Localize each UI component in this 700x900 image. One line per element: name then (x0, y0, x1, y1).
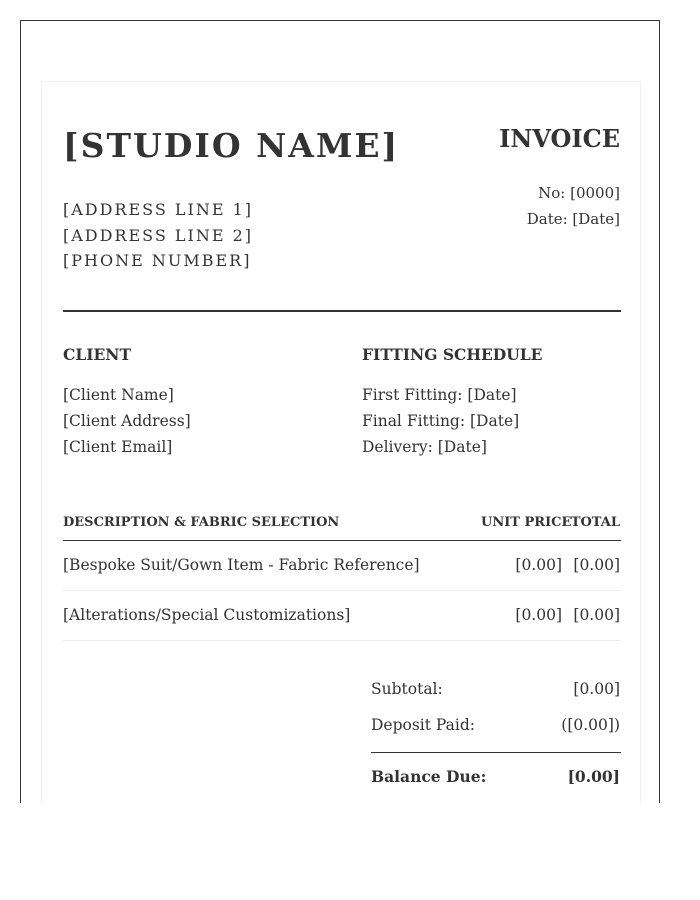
column-header-unit-price: UNIT PRICE (481, 515, 572, 530)
row-divider (63, 640, 621, 641)
column-header-total: TOTAL (570, 515, 620, 530)
row-total: [0.00] (573, 556, 620, 574)
balance-due-value: [0.00] (567, 767, 620, 786)
row-description: [Alterations/Special Customizations] (63, 606, 351, 624)
deposit-label: Deposit Paid: (371, 716, 475, 734)
invoice-number: No: [0000] (538, 184, 620, 202)
delivery-date: Delivery: [Date] (362, 438, 487, 456)
fitting-schedule-heading: FITTING SCHEDULE (362, 345, 543, 364)
client-address: [Client Address] (63, 412, 191, 430)
row-divider (63, 590, 621, 591)
studio-phone: [PHONE NUMBER] (63, 251, 252, 270)
header-divider (63, 310, 621, 312)
studio-address-line-2: [ADDRESS LINE 2] (63, 226, 254, 245)
client-heading: CLIENT (63, 345, 132, 364)
studio-name: [STUDIO NAME] (63, 126, 400, 165)
invoice-sheet (41, 81, 641, 804)
subtotal-value: [0.00] (573, 680, 620, 698)
balance-due-label: Balance Due: (371, 767, 487, 786)
row-unit-price: [0.00] (515, 556, 562, 574)
table-header-divider (63, 540, 621, 541)
summary-divider (371, 752, 621, 753)
row-unit-price: [0.00] (515, 606, 562, 624)
client-email: [Client Email] (63, 438, 173, 456)
page-frame (20, 20, 660, 803)
deposit-value: ([0.00]) (561, 716, 620, 734)
column-header-description: DESCRIPTION & FABRIC SELECTION (63, 515, 340, 530)
row-description: [Bespoke Suit/Gown Item - Fabric Reference] (63, 556, 420, 574)
studio-address-line-1: [ADDRESS LINE 1] (63, 200, 254, 219)
invoice-date: Date: [Date] (526, 210, 620, 228)
invoice-title: INVOICE (499, 124, 620, 153)
first-fitting-date: First Fitting: [Date] (362, 386, 517, 404)
subtotal-label: Subtotal: (371, 680, 443, 698)
final-fitting-date: Final Fitting: [Date] (362, 412, 520, 430)
client-name: [Client Name] (63, 386, 174, 404)
row-total: [0.00] (573, 606, 620, 624)
